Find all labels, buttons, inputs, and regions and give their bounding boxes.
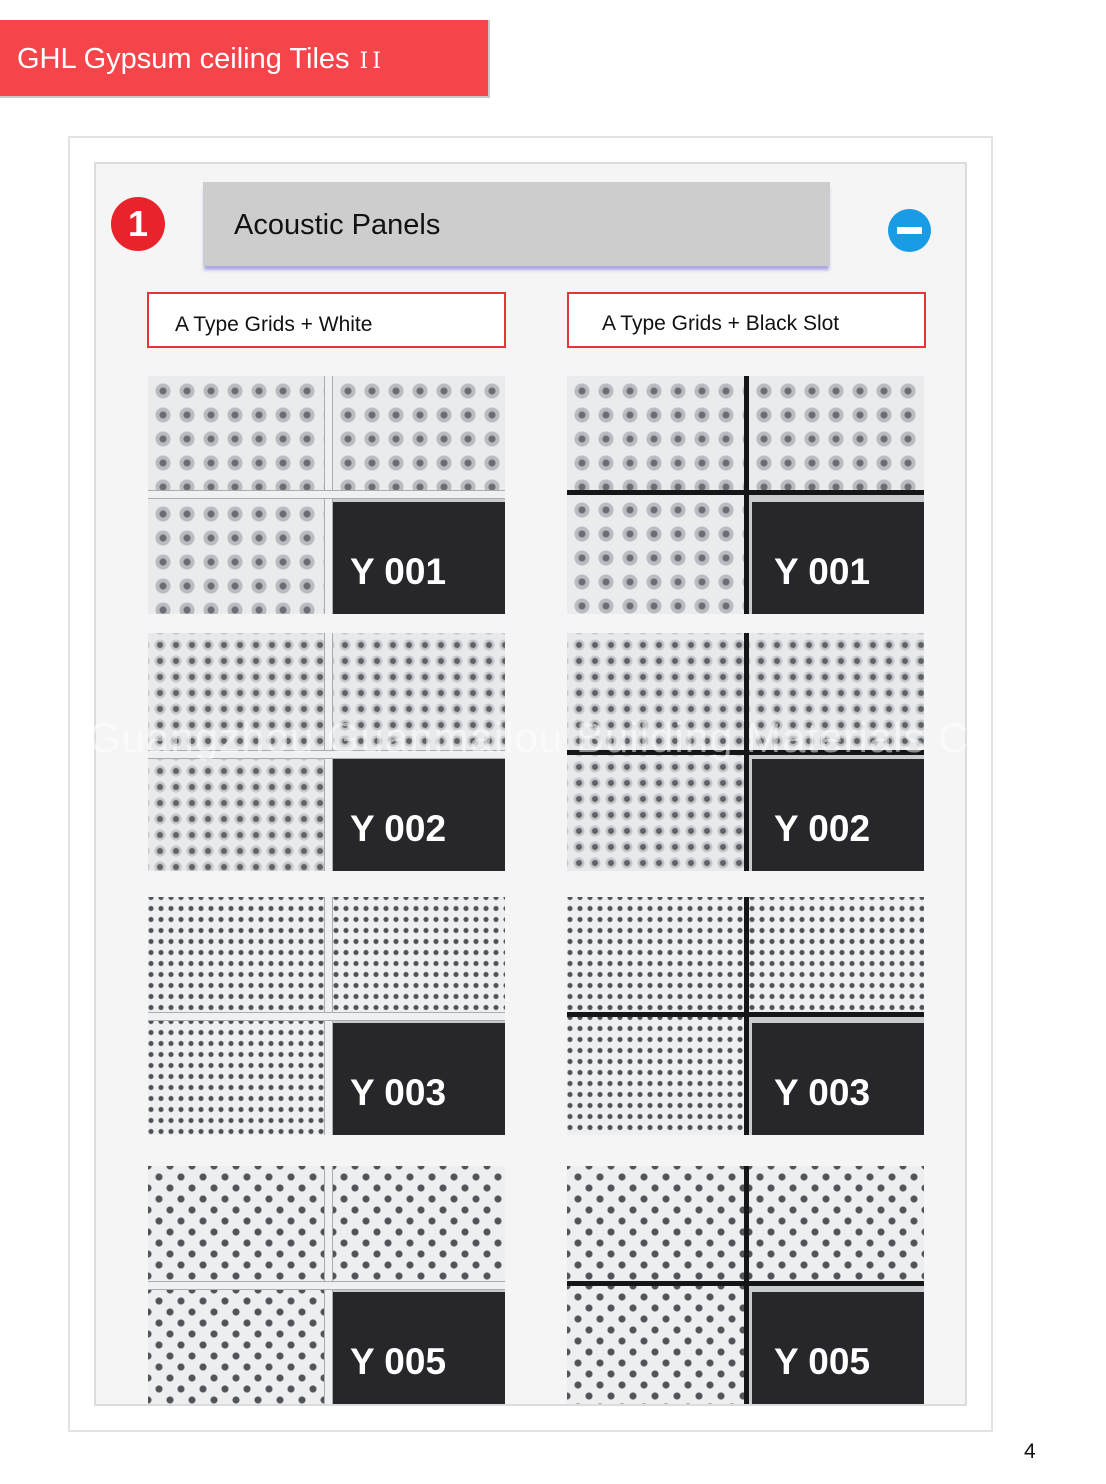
minus-circle-icon[interactable] [888, 209, 931, 252]
page-title: GHL Gypsum ceiling Tiles [17, 43, 350, 75]
tile-code-label: Y 003 [333, 1023, 505, 1135]
section-heading: Acoustic Panels [203, 182, 830, 266]
section-number-badge: 1 [111, 197, 165, 251]
minus-bar [897, 227, 922, 234]
tile-sample-y003-black-slot [567, 897, 924, 1135]
tile-sample-y001-black-slot [567, 376, 924, 614]
tile-sample-y001-white [148, 376, 505, 614]
tile-code-label: Y 001 [333, 502, 505, 614]
column-label-white-grid: A Type Grids + White [147, 292, 506, 348]
tile-code-label: Y 001 [752, 502, 924, 614]
column-label-black-slot-grid: A Type Grids + Black Slot [567, 292, 926, 348]
watermark-text: Guangzhou Guanmailou Building Materials Co., Ltd. [88, 714, 1106, 761]
tile-sample-y005-white [148, 1166, 505, 1404]
tile-sample-y005-black-slot [567, 1166, 924, 1404]
tile-code-label: Y 002 [752, 759, 924, 871]
page-number: 4 [1024, 1440, 1036, 1463]
page-title-suffix: II [359, 49, 385, 74]
tile-code-label: Y 003 [752, 1023, 924, 1135]
tile-sample-y003-white [148, 897, 505, 1135]
tile-code-label: Y 005 [333, 1292, 505, 1404]
page-title-banner [0, 20, 490, 98]
tile-code-label: Y 002 [333, 759, 505, 871]
tile-code-label: Y 005 [752, 1292, 924, 1404]
